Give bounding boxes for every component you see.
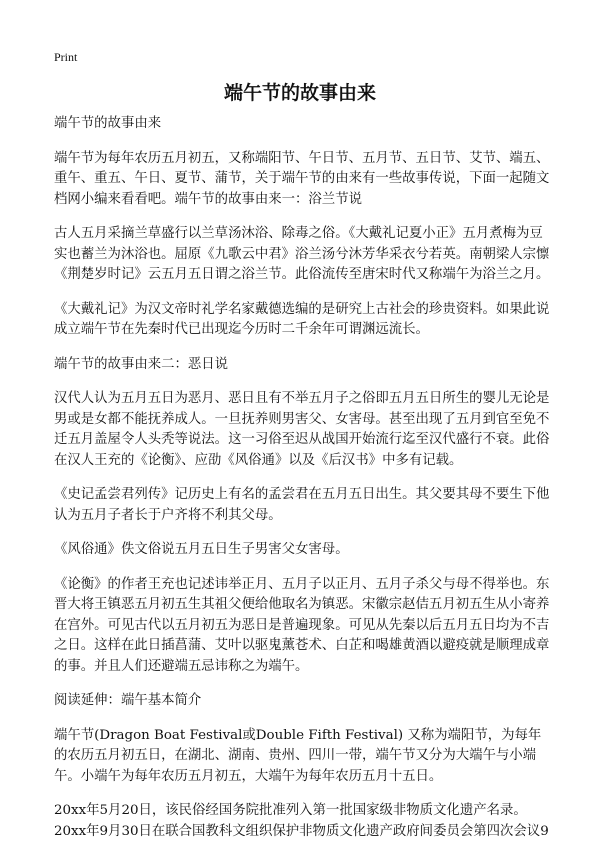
paragraph-orchid-bath: 古人五月采摘兰草盛行以兰草汤沐浴、除毒之俗。《大戴礼记夏小正》五月煮梅为豆实也蓄兰为沐浴也。屈原《九歌云中君》浴兰汤兮沐芳华采衣兮若英。南朝梁人宗懔《荆楚岁时记》云五月五日谓之浴兰节。此俗流传至唐宋时代又称端午为浴兰之月。 (54, 224, 550, 286)
print-link[interactable]: Print (54, 50, 77, 65)
paragraph-unesco: 20xx年9月30日在联合国教科文组织保护非物质文化遗产政府间委员会第四次会议9 (54, 822, 550, 842)
paragraph-basic-intro: 端午节(Dragon Boat Festival或Double Fifth Festival) 又称为端阳节，为每年的农历五月初五日，在湖北、湖南、贵州、四川一带，端午节又分为大端午与小端午。小端午为每年农历五月初五，大端午为每年农历五月十五日。 (54, 726, 550, 788)
section-heading-evil-day: 端午节的故事由来二：恶日说 (54, 355, 550, 376)
paragraph-shiji: 《史记孟尝君列传》记历史上有名的孟尝君在五月五日出生。其父要其母不要生下他认为五月子者长于户齐将不利其父母。 (54, 485, 550, 526)
paragraph-lunheng: 《论衡》的作者王充也记述讳举正月、五月子以正月、五月子杀父与母不得举也。东晋大将王镇恶五月初五生其祖父便给他取名为镇恶。宋徽宗赵佶五月初五生从小寄养在宫外。可见古代以五月初五为恶日是普遍现象。可见从先秦以后五月五日均为不吉之日。这样在此日插菖蒲、艾叶以驱鬼薰苍术、白芷和喝雄黄酒以避疫就是顺理成章的事。并且人们还避端五忌讳称之为端午。 (54, 575, 550, 678)
paragraph-dadai-liji: 《大戴礼记》为汉文帝时礼学名家戴德选编的是研究上古社会的珍贵资料。如果此说成立端午节在先秦时代已出现迄今历时二千余年可谓渊远流长。 (54, 300, 550, 341)
paragraph-fengsutong: 《风俗通》佚文俗说五月五日生子男害父女害母。 (54, 540, 550, 561)
paragraph-han-custom: 汉代人认为五月五日为恶月、恶日且有不举五月子之俗即五月五日所生的婴儿无论是男或是女都不能抚养成人。一旦抚养则男害父、女害母。甚至出现了五月到官至免不迁五月盖屋令人头秃等说法。这一习俗至迟从战国开始流行迄至汉代盛行不衰。此俗在汉人王充的《论衡》、应劭《风俗通》以及《后汉书》中多有记载。 (54, 389, 550, 471)
paragraph-heritage-list: 20xx年5月20日，该民俗经国务院批准列入第一批国家级非物质文化遗产名录。 (54, 801, 550, 822)
paragraph-intro: 端午节为每年农历五月初五，又称端阳节、午日节、五月节、五日节、艾节、端五、重午、重五、午日、夏节、蒲节，关于端午节的由来有一些故事传说，下面一起随文档网小编来看看吧。端午节的故事由来一：浴兰节说 (54, 149, 550, 211)
document-title: 端午节的故事由来 (0, 78, 600, 105)
document-body (54, 114, 550, 842)
section-heading-origin: 端午节的故事由来 (54, 114, 550, 135)
section-heading-extended-reading: 阅读延伸：端午基本简介 (54, 691, 550, 712)
